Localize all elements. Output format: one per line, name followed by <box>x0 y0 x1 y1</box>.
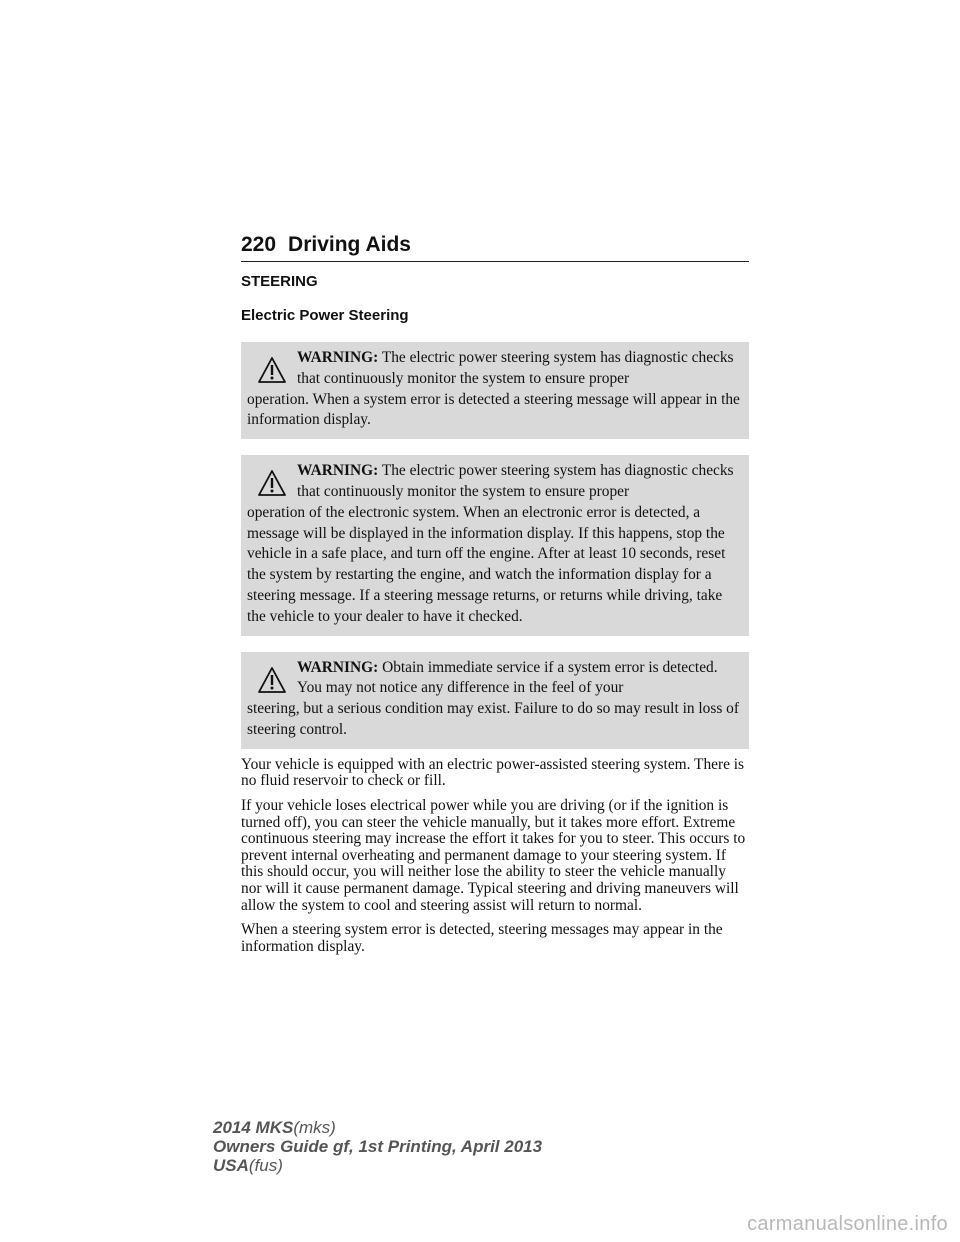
footer-model-code: (mks) <box>293 1118 336 1137</box>
body-paragraph: Your vehicle is equipped with an electric power-assisted steering system. There is no fluid reservoir to check or fill. <box>241 755 745 790</box>
warning-text: operation. When a system error is detected a steering message will appear in the information display. <box>247 390 740 429</box>
site-watermark: carmanualsonline.info <box>747 1213 948 1235</box>
warning-box <box>241 652 749 749</box>
warning-triangle-icon <box>257 469 287 497</box>
warning-box <box>241 342 749 439</box>
page-number: 220 <box>241 233 277 256</box>
warning-label: WARNING: <box>297 462 379 480</box>
footer-market: USA <box>213 1156 249 1175</box>
warning-lead-text: The electric power steering system has diagnostic checks that continuously monitor the system to ensure proper <box>297 349 734 387</box>
warning-lead <box>297 348 741 390</box>
warning-lead-text: The electric power steering system has diagnostic checks that continuously monitor the system to ensure proper <box>297 462 734 500</box>
warning-lead-text: Obtain immediate service if a system error is detected. You may not notice any difference in the feel of your <box>297 658 718 697</box>
chapter-title: Driving Aids <box>288 233 411 256</box>
body-paragraph: If your vehicle loses electrical power while you are driving (or if the ignition is turned off), you can steer the vehicle manually, but it takes more effort. Extreme continuous steering may increase the effort it takes for you to steer. This occurs to prevent internal overheating and permanent damage to your steering system. If this should occur, you will neither lose the ability to steer the vehicle manually nor will it cause permanent damage. Typical steering and driving maneuvers will allow the system to cool and steering assist will return to normal. <box>241 796 746 914</box>
warning-lead <box>297 461 741 503</box>
warning-box <box>241 455 749 635</box>
footer-model: 2014 MKS <box>213 1118 294 1137</box>
warning-triangle-icon <box>257 666 287 694</box>
section-subheading: Electric Power Steering <box>241 307 409 324</box>
footer-line-market <box>213 1156 542 1175</box>
footer-line-model <box>213 1118 542 1137</box>
section-heading: STEERING <box>241 273 318 290</box>
warning-text: operation of the electronic system. When an electronic error is detected, a message will be displayed in the information display. If this happens, stop the vehicle in a safe place, and turn off the engine. After at least 10 seconds, reset the system by restarting the engine, and watch the information display for a steering message. If a steering message returns, or returns while driving, take the vehicle to your dealer to have it checked. <box>247 503 726 625</box>
page-header <box>241 231 749 262</box>
warning-label: WARNING: <box>297 658 379 676</box>
body-paragraph: When a steering system error is detected, steering messages may appear in the information display. <box>241 921 723 955</box>
page-content <box>241 268 749 955</box>
print-footer <box>213 1118 542 1175</box>
warning-triangle-icon <box>257 356 287 384</box>
warning-lead <box>297 658 741 700</box>
warning-text: steering, but a serious condition may exist. Failure to do so may result in loss of steering control. <box>247 700 740 738</box>
footer-printing: Owners Guide gf, 1st Printing, April 2013 <box>213 1137 543 1156</box>
footer-market-code: (fus) <box>248 1156 283 1175</box>
warning-label: WARNING: <box>297 349 379 366</box>
